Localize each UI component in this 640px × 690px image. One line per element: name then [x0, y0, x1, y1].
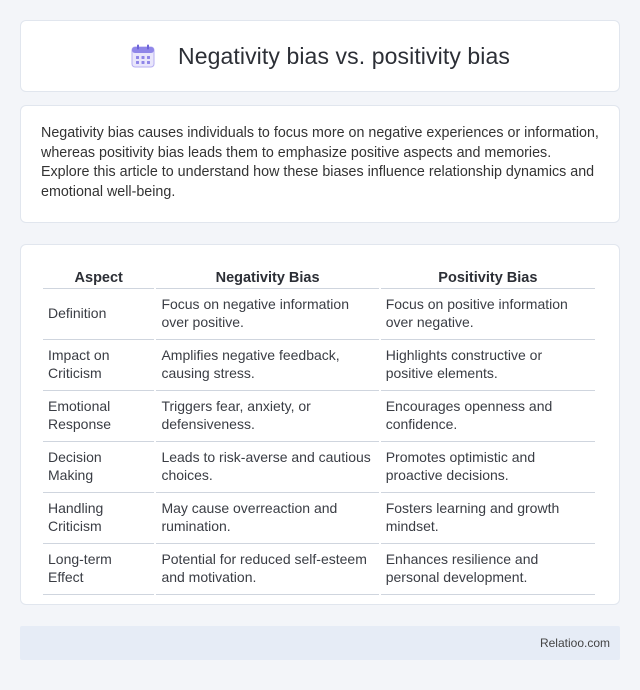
aspect-cell: Long-term Effect [43, 544, 154, 595]
positivity-cell: Enhances resilience and personal development. [381, 544, 595, 595]
aspect-cell: Impact on Criticism [43, 340, 154, 391]
aspect-cell: Decision Making [43, 442, 154, 493]
positivity-cell: Encourages openness and confidence. [381, 391, 595, 442]
page-title: Negativity bias vs. positivity bias [177, 42, 510, 69]
table-header-row [43, 267, 595, 289]
column-header-positivity: Positivity Bias [381, 267, 595, 289]
intro-card [20, 105, 620, 223]
table-row [43, 544, 595, 595]
positivity-cell: Highlights constructive or positive elements. [381, 340, 595, 391]
table-row [43, 289, 595, 340]
negativity-cell: Leads to risk-averse and cautious choices. [156, 442, 378, 493]
aspect-cell: Definition [43, 289, 154, 340]
table-row [43, 442, 595, 493]
positivity-cell: Fosters learning and growth mindset. [381, 493, 595, 544]
column-header-aspect: Aspect [43, 267, 154, 289]
footer-brand-link[interactable]: Relatioo.com [539, 636, 610, 650]
negativity-cell: Triggers fear, anxiety, or defensiveness. [156, 391, 378, 442]
comparison-card [20, 244, 620, 605]
negativity-cell: Amplifies negative feedback, causing stress. [156, 340, 378, 391]
footer-bar [20, 626, 620, 660]
aspect-cell: Emotional Response [43, 391, 154, 442]
intro-text: Negativity bias causes individuals to focus more on negative experiences or information, whereas positivity bias leads them to emphasize positive aspects and memories. Explore this article to understand how these biases influence relationship dynamics and emotional well-being. [41, 125, 599, 200]
column-header-negativity: Negativity Bias [156, 267, 378, 289]
table-row [43, 340, 595, 391]
negativity-cell: May cause overreaction and rumination. [156, 493, 378, 544]
negativity-cell: Focus on negative information over positive. [156, 289, 378, 340]
comparison-table [41, 267, 597, 595]
positivity-cell: Promotes optimistic and proactive decisions. [381, 442, 595, 493]
positivity-cell: Focus on positive information over negative. [381, 289, 595, 340]
negativity-cell: Potential for reduced self-esteem and motivation. [156, 544, 378, 595]
calendar-icon [130, 43, 156, 69]
aspect-cell: Handling Criticism [43, 493, 154, 544]
table-row [43, 391, 595, 442]
title-card [20, 20, 620, 92]
table-row [43, 493, 595, 544]
